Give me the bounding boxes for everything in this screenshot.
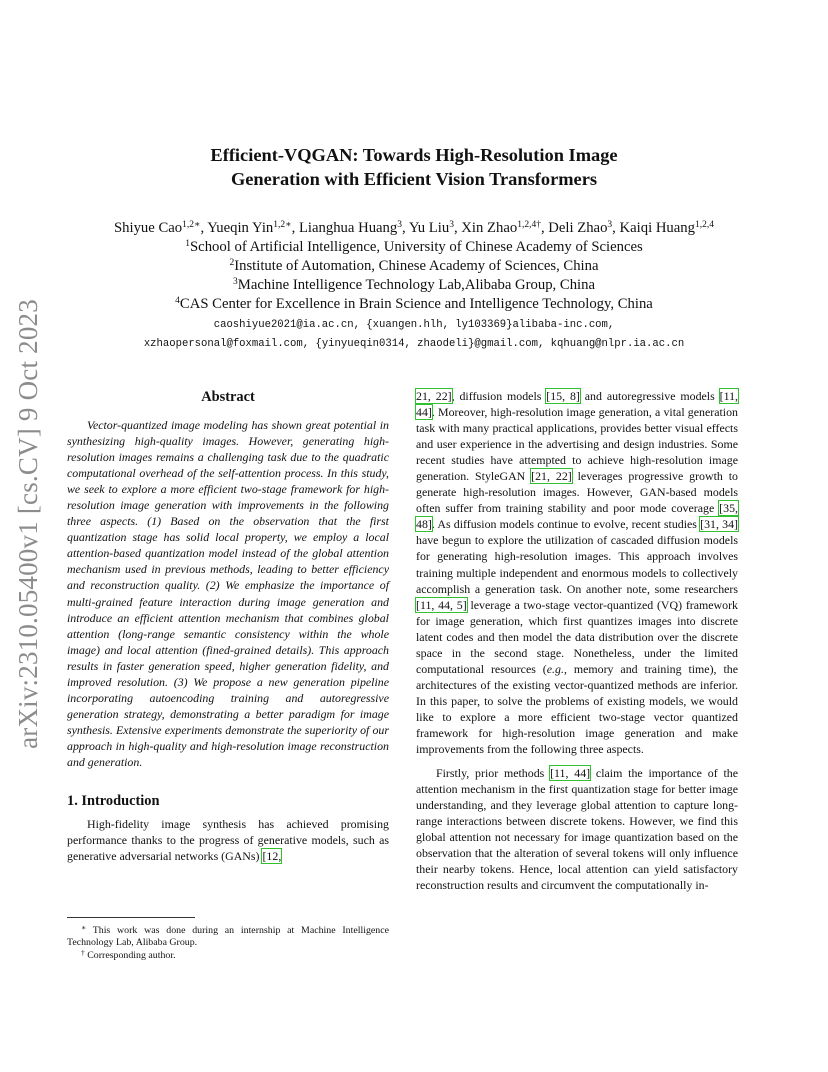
author-affiliation-mark: 1,2∗ xyxy=(182,220,201,230)
introduction-paragraph xyxy=(67,816,389,864)
citation-link[interactable]: [11, 44] xyxy=(550,766,591,781)
abstract-heading: Abstract xyxy=(201,389,255,405)
author-affiliation-mark: 1,2,4† xyxy=(517,220,541,230)
footnote-1 xyxy=(67,925,389,950)
email-line-2[interactable]: xzhaopersonal@foxmail.com, {yinyueqin0314, zhaodeli}@gmail.com, kqhuang@nlpr.ia.ac.cn xyxy=(143,338,685,350)
introduction-heading: 1. Introduction xyxy=(67,793,160,810)
right-paragraph-1 xyxy=(416,388,738,757)
affiliation-mark: 2 xyxy=(229,258,235,268)
body-text: , memory and training time), the architectures of the existing vector-quantized methods are inferior. In this paper, to solve the problems of existing models, we would like to explore a more efficient two-stage vector quantized framework for high-resolution image generation and make improvements from the following three aspects. xyxy=(416,661,738,757)
arxiv-identifier-stamp: arXiv:2310.05400v1 [cs.CV] 9 Oct 2023 xyxy=(13,299,43,749)
affiliation-mark: 3 xyxy=(233,277,238,287)
affiliation-4 xyxy=(40,295,788,314)
author-name: Yueqin Yin xyxy=(207,220,274,236)
author-name: Yu Liu xyxy=(408,220,450,236)
citation-link[interactable]: [21, 22] xyxy=(531,469,572,484)
author-name: Kaiqi Huang xyxy=(619,220,695,236)
footnotes xyxy=(67,925,389,962)
paper-title-line-2: Generation with Efficient Vision Transformers xyxy=(230,169,598,189)
body-text: and autoregressive models xyxy=(579,389,720,403)
citation-link[interactable]: [11, 44] xyxy=(416,389,738,420)
author-name: Xin Zhao xyxy=(461,220,518,236)
email-line-1[interactable]: caoshiyue2021@ia.ac.cn, {xuangen.hlh, ly103369}alibaba-inc.com, xyxy=(213,319,615,331)
footnote-mark: ∗ xyxy=(81,923,87,932)
footnote-text: This work was done during an internship at Machine Intelligence Technology Lab, Alibaba Group. xyxy=(67,925,389,949)
paper-title xyxy=(100,143,728,191)
author-name: Lianghua Huang xyxy=(298,220,398,236)
body-text: . Moreover, high-resolution image generation, a vital generation task with many practical applications, provides better visual effects and user experience in the advertising and design industries. Some recent studies have attempted to achieve high-resolution image generation. StyleGAN xyxy=(416,405,738,484)
author-name: Shiyue Cao xyxy=(114,220,183,236)
affiliation-mark: 1 xyxy=(185,239,190,249)
footnote-divider xyxy=(67,917,195,918)
author-affiliation-mark: 3 xyxy=(607,220,613,230)
affiliation-2 xyxy=(40,257,788,276)
footnote-2 xyxy=(67,947,389,962)
footnote-text: Corresponding author. xyxy=(87,949,176,961)
citation-link[interactable]: [11, 44, 5] xyxy=(416,597,467,612)
body-text: . As diffusion models continue to evolve, recent studies xyxy=(431,517,701,532)
affiliation-1 xyxy=(40,238,788,257)
right-column xyxy=(416,388,738,893)
body-text-emphasis: e.g. xyxy=(546,661,564,676)
left-column xyxy=(67,388,389,864)
author-list: Shiyue Cao$^{1,2∗}$, Yueqin Yin$^{1,2∗}$, Lianghua Huang$^3$, Yu Liu$^3$, Xin Zhao$^{1,2,4\dagger}$, Deli Zhao$^3$, Kaiqi Huang$^{1,2,4}$ xyxy=(114,220,714,236)
author-name: Deli Zhao xyxy=(548,220,608,236)
body-text: Firstly, prior methods xyxy=(436,766,551,781)
citation-link[interactable]: [31, 34] xyxy=(700,517,738,532)
author-affiliation-mark: 3 xyxy=(449,220,454,230)
affiliation-text: CAS Center for Excellence in Brain Science and Intelligence Technology, China xyxy=(179,296,653,312)
footnote-mark: † xyxy=(81,947,85,957)
affiliation-text: Machine Intelligence Technology Lab,Alibaba Group, China xyxy=(237,277,595,293)
abstract-body xyxy=(67,417,389,770)
introduction-text: High-fidelity image synthesis has achieved promising performance thanks to the progress of generative models, such as generative adversarial networks (GANs) xyxy=(67,817,389,864)
citation-link[interactable]: [15, 8] xyxy=(546,389,580,403)
affiliation-3 xyxy=(40,276,788,295)
citation-link[interactable]: [12, xyxy=(262,849,282,864)
affiliation-text: School of Artificial Intelligence, University of Chinese Academy of Sciences xyxy=(190,239,643,255)
affiliation-text: Institute of Automation, Chinese Academy of Sciences, China xyxy=(234,258,599,274)
affiliation-mark: 4 xyxy=(175,296,180,306)
paper-title-line-1: Efficient-VQGAN: Towards High-Resolution Image xyxy=(210,145,618,165)
body-text: leverage a two-stage vector-quantized (VQ) framework for image generation, which first quantizes images into discrete latent codes and then model the data distribution over the discrete space in the second stage. Nonetheless, under the limited computational resources ( xyxy=(416,597,738,676)
citation-link[interactable]: 21, 22] xyxy=(416,389,452,403)
abstract-text: Vector-quantized image modeling has shown great potential in synthesizing high-quality images. However, generating high-resolution images remains a challenging task due to the quadratic computational overhead of the self-attention process. In this study, we seek to explore a more efficient two-stage framework for high-resolution image generation with improvements in the following three aspects. (1) Based on the observation that the first quantization stage has solid local property, we employ a local attention-based quantization model instead of the global attention mechanism used in previous methods, leading to better efficiency and reconstruction quality. (2) We emphasize the importance of multi-grained feature interaction during image generation and introduce an efficient attention mechanism that combines global attention (long-range semantic consistency within the whole image) and local attention (fined-grained details). This approach results in faster generation speed, higher generation fidelity, and improved resolution. (3) We propose a new generation pipeline incorporating autoencoding training and autoregressive generation strategy, demonstrating a better paradigm for image synthesis. Extensive experiments demonstrate the superiority of our approach in high-quality and high-resolution image reconstruction and generation. xyxy=(67,418,389,769)
right-paragraph-2 xyxy=(416,765,738,893)
body-text: have begun to explore the utilization of cascaded diffusion models for generating high-resolution images. This approach involves training multiple independent and enormous models to collectively accomplish a generation task. On another note, some researchers xyxy=(416,533,738,596)
body-text: , diffusion models xyxy=(451,389,547,403)
author-affiliation-mark: 1,2∗ xyxy=(273,220,292,230)
citation-link[interactable]: [35, 48] xyxy=(416,501,738,532)
body-text: claim the importance of the attention mechanism in the first quantization stage for better image understanding, and they leverage global attention to capture long-range interactions between discrete tokens. However, we find this global attention not necessary for image quantization based on the observation that the alteration of several tokens will only influence their nearby tokens. Hence, local attention can yield satisfactory reconstruction results and circumvent the computationally in- xyxy=(416,766,738,893)
body-text: leverages progressive growth to generate high-resolution images. However, GAN-based models often suffer from training stability and poor mode coverage xyxy=(416,469,738,516)
author-affiliation-mark: 3 xyxy=(397,220,402,230)
author-affiliation-mark: 1,2,4 xyxy=(694,220,714,230)
